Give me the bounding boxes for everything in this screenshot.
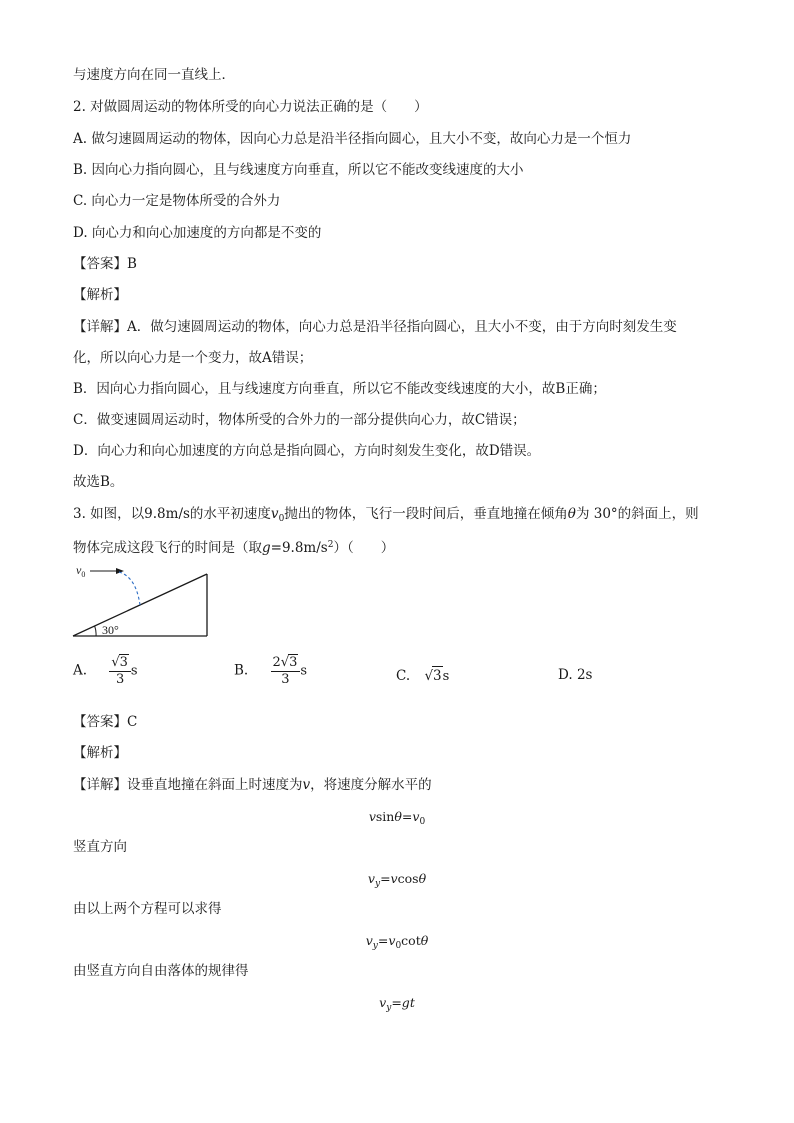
detail-line-1: 【详解】A．做匀速圆周运动的物体，向心力总是沿半径指向圆心，且大小不变，由于方向时刻发生变: [73, 319, 677, 335]
question-2-option-b: B. 因向心力指向圆心，且与线速度方向垂直，所以它不能改变线速度的大小: [73, 162, 524, 178]
incline-figure: [70, 560, 215, 642]
text-vertical: 竖直方向: [73, 839, 127, 855]
detail-line-5: D．向心力和向心加速度的方向总是指向圆心，方向时刻发生变化，故D错误。: [73, 443, 541, 459]
detail-line-2: 化，所以向心力是一个变力，故A错误；: [73, 350, 313, 366]
equation-3: $v_y=v_0\cot\theta$: [365, 933, 429, 951]
choose-b: 故选B。: [73, 474, 124, 490]
angle-arc: [95, 626, 96, 636]
detail-line-3: B．因向心力指向圆心，且与线速度方向垂直，所以它不能改变线速度的大小，故B正确；: [73, 381, 606, 397]
trajectory-curve: [119, 572, 140, 605]
detail-line-4: C．做变速圆周运动时，物体所受的合外力的一部分提供向心力，故C错误；: [73, 412, 526, 428]
option-c: C. √3s: [396, 668, 450, 684]
line-continuation: 与速度方向在同一直线上．: [73, 67, 235, 83]
question-2-option-a: A. 做匀速圆周运动的物体，因向心力总是沿半径指向圆心，且大小不变，故向心力是一个恒力: [73, 131, 632, 147]
answer-label: 【答案】B: [73, 256, 137, 272]
answer-label-2: 【答案】C: [73, 714, 138, 730]
question-2-stem: 2. 对做圆周运动的物体所受的向心力说法正确的是（ ）: [73, 99, 428, 115]
detail-2-line: 【详解】设垂直地撞在斜面上时速度为v，将速度分解水平的: [73, 777, 432, 793]
question-3-stem-line-1: 3. 如图，以9.8m/s的水平初速度$v_0$抛出的物体，飞行一段时间后，垂直地撞在倾角θ为 30°的斜面上，则: [73, 506, 699, 524]
option-d: D. 2s: [558, 667, 593, 683]
question-2-option-d: D. 向心力和向心加速度的方向都是不变的: [73, 225, 322, 241]
equation-4: $v_y=gt$: [379, 995, 415, 1013]
option-b: B. $\frac{2√3}{3}$ s: [234, 655, 308, 687]
question-3-stem-line-2: 物体完成这段飞行的时间是（取$g=9.8m/s^2$）（ ）: [73, 540, 395, 556]
text-freefall: 由竖直方向自由落体的规律得: [73, 963, 249, 979]
equation-2: $v_y=vcos\theta$: [367, 871, 427, 889]
analysis-label-2: 【解析】: [73, 745, 127, 761]
question-2-option-c: C. 向心力一定是物体所受的合外力: [73, 193, 281, 209]
equation-1: $vsin\theta=v_0$: [368, 809, 426, 827]
v0-label: $v_0$: [76, 563, 86, 579]
angle-label: 30°: [102, 623, 119, 637]
text-combine: 由以上两个方程可以求得: [73, 901, 222, 917]
option-a: A. $\frac{√3}{3}$ s: [73, 655, 138, 687]
analysis-label: 【解析】: [73, 287, 127, 303]
arrowhead-icon: [116, 568, 124, 574]
